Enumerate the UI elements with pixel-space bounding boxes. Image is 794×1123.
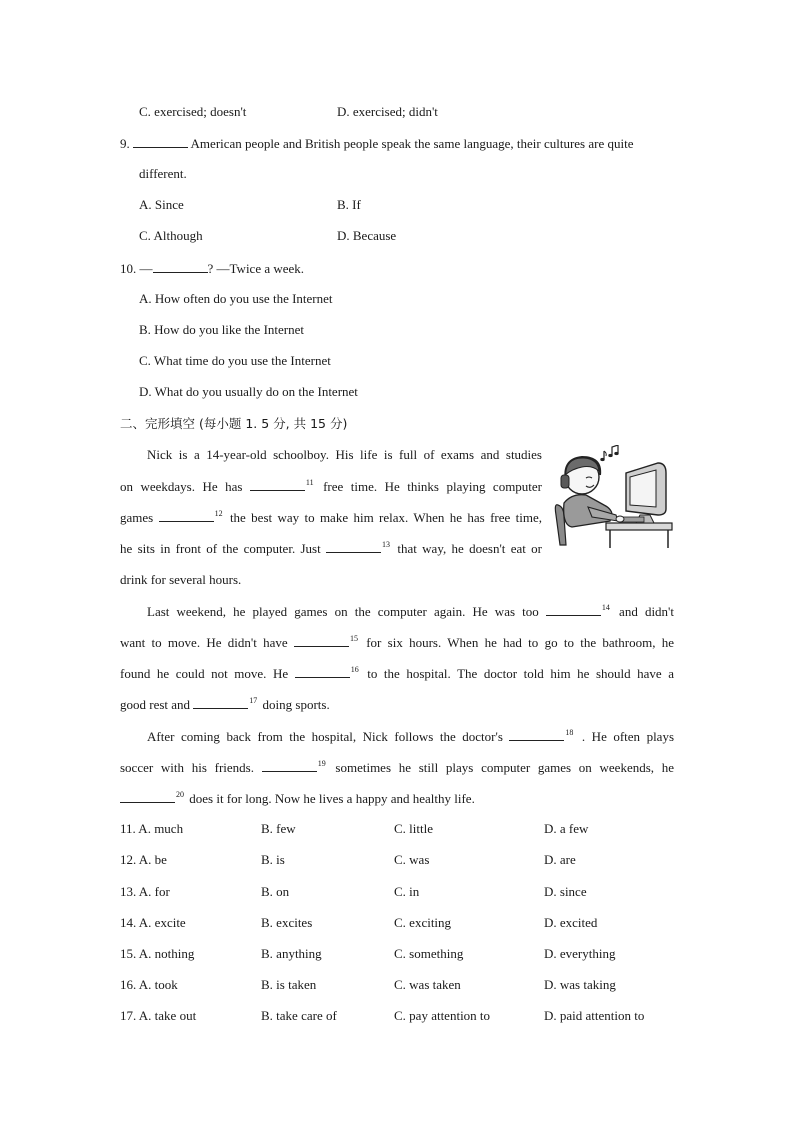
passage-line xyxy=(147,602,674,623)
option-b: B. take care of xyxy=(261,1008,337,1023)
passage-text: for six hours. When he had to go to the bathroom, he xyxy=(366,635,675,650)
option-c: C. in xyxy=(394,884,420,899)
blank-number: 16 xyxy=(350,665,359,674)
blank-number: 17 xyxy=(249,696,258,705)
option-d: D. a few xyxy=(544,821,589,836)
option-a: 13. A. for xyxy=(120,884,170,899)
blank-20 xyxy=(120,789,175,803)
passage-text: and didn't xyxy=(619,604,675,619)
blank-14 xyxy=(546,602,601,616)
blank-number: 14 xyxy=(601,603,610,612)
boy-at-computer-icon xyxy=(552,445,676,550)
passage-line xyxy=(120,758,674,779)
passage-text: does it for long. Now he lives a happy and healthy life. xyxy=(189,791,475,806)
option-d: D. everything xyxy=(544,946,616,961)
q10-option-a: A. How often do you use the Internet xyxy=(139,291,333,306)
option-a: 15. A. nothing xyxy=(120,946,195,961)
passage-text: found he could not move. He xyxy=(120,666,289,681)
q10-option-b: B. How do you like the Internet xyxy=(139,322,304,337)
passage-line xyxy=(120,664,674,685)
option-c: C. exciting xyxy=(394,915,452,930)
passage-text: After coming back from the hospital, Nick follows the doctor's xyxy=(147,729,503,744)
passage-line xyxy=(147,727,674,748)
passage-line xyxy=(120,539,542,560)
question-9-stem-cont: different. xyxy=(139,166,187,181)
blank-13 xyxy=(326,539,381,553)
passage-text: that way, he doesn't eat or xyxy=(397,541,543,556)
option-d: D. since xyxy=(544,884,587,899)
option-d: D. excited xyxy=(544,915,598,930)
option-d: D. paid attention to xyxy=(544,1008,645,1023)
option-c: C. pay attention to xyxy=(394,1008,491,1023)
passage-text: he sits in front of the computer. Just xyxy=(120,541,321,556)
blank-number: 18 xyxy=(565,728,574,737)
blank-number: 13 xyxy=(382,540,391,549)
question-9-stem xyxy=(120,134,674,153)
question-tail: ? —Twice a week. xyxy=(207,261,305,276)
option-d: D. was taking xyxy=(544,977,616,992)
answer-blank xyxy=(133,134,188,148)
passage-line xyxy=(120,508,542,529)
blank-18 xyxy=(509,727,564,741)
answer-blank xyxy=(153,259,208,273)
q10-option-d: D. What do you usually do on the Internet xyxy=(139,384,358,399)
passage-text: to the hospital. The doctor told him he should have a xyxy=(367,666,675,681)
blank-19 xyxy=(262,758,317,772)
option-a: 12. A. be xyxy=(120,852,167,867)
blank-16 xyxy=(295,664,350,678)
passage-text: games xyxy=(120,510,154,525)
blank-number: 11 xyxy=(305,478,314,487)
section-title: 二、完形填空 (每小题 1. 5 分, 共 15 分) xyxy=(120,416,348,431)
option-d: D. are xyxy=(544,852,576,867)
option-c: C. was xyxy=(394,852,430,867)
blank-number: 19 xyxy=(317,759,326,768)
option-c: C. something xyxy=(394,946,464,961)
q9-option-b: B. If xyxy=(337,197,361,212)
option-a: 16. A. took xyxy=(120,977,178,992)
passage-line xyxy=(120,789,475,810)
option-b: B. on xyxy=(261,884,290,899)
question-number: 9. xyxy=(120,136,130,151)
option-a: 14. A. excite xyxy=(120,915,186,930)
q9-option-d: D. Because xyxy=(337,228,397,243)
passage-text: sometimes he still plays computer games on weekends, he xyxy=(335,760,675,775)
question-10-stem xyxy=(120,259,304,278)
passage-text: Last weekend, he played games on the computer again. He was too xyxy=(147,604,539,619)
passage-text: the best way to make him relax. When he has free time, xyxy=(229,510,542,525)
passage-text: doing sports. xyxy=(262,697,330,712)
blank-number: 20 xyxy=(176,790,184,799)
passage-line: drink for several hours. xyxy=(120,572,242,587)
passage-text: on weekdays. He has xyxy=(120,479,243,494)
passage-line xyxy=(120,695,330,716)
option-b: B. anything xyxy=(261,946,322,961)
q8-option-c: C. exercised; doesn't xyxy=(139,104,247,119)
passage-text: good rest and xyxy=(120,697,191,712)
question-lead: 10. — xyxy=(120,261,153,276)
blank-17 xyxy=(193,695,248,709)
option-b: B. is taken xyxy=(261,977,317,992)
passage-line xyxy=(120,633,674,654)
option-c: C. little xyxy=(394,821,433,836)
question-text: American people and British people speak the same language, their cultures are quite xyxy=(190,136,634,151)
q8-option-d: D. exercised; didn't xyxy=(337,104,438,119)
q9-option-c: C. Although xyxy=(139,228,203,243)
passage-text: . He often plays xyxy=(581,729,675,744)
option-c: C. was taken xyxy=(394,977,461,992)
passage-line: Nick is a 14-year-old schoolboy. His life is full of exams and studies xyxy=(147,447,542,462)
option-a: 17. A. take out xyxy=(120,1008,197,1023)
option-b: B. few xyxy=(261,821,296,836)
option-b: B. is xyxy=(261,852,285,867)
q10-option-c: C. What time do you use the Internet xyxy=(139,353,331,368)
option-a: 11. A. much xyxy=(120,821,184,836)
passage-text: free time. He thinks playing computer xyxy=(323,479,543,494)
passage-text: soccer with his friends. xyxy=(120,760,254,775)
passage-line xyxy=(120,477,542,498)
option-b: B. excites xyxy=(261,915,313,930)
blank-number: 12 xyxy=(214,509,223,518)
passage-text: want to move. He didn't have xyxy=(120,635,288,650)
blank-15 xyxy=(294,633,349,647)
blank-11 xyxy=(250,477,305,491)
blank-number: 15 xyxy=(349,634,358,643)
q9-option-a: A. Since xyxy=(139,197,184,212)
blank-12 xyxy=(159,508,214,522)
